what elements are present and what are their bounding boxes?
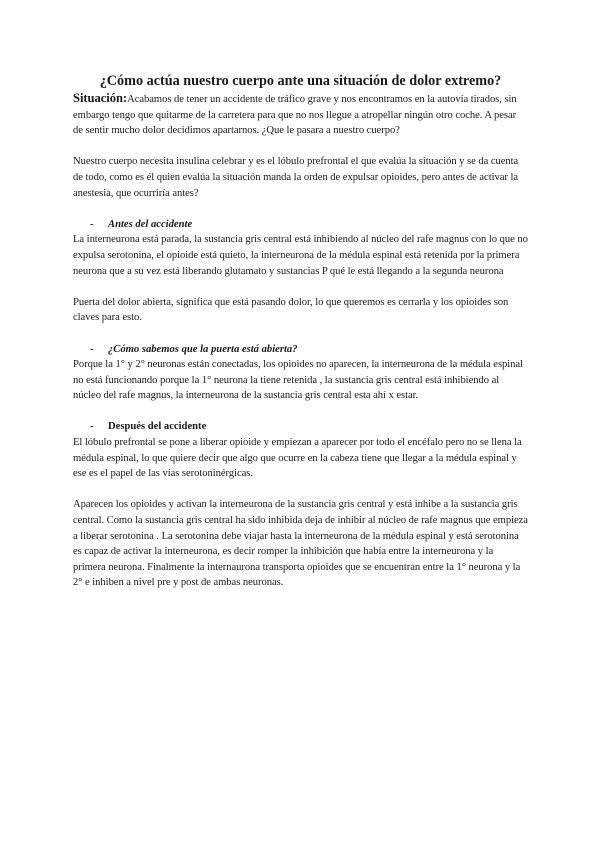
document-title: ¿Cómo actúa nuestro cuerpo ante una situación de dolor extremo? (99, 73, 502, 89)
situation-paragraph (73, 91, 528, 139)
section-heading-text: ¿Cómo sabemos que la puerta está abierta? (108, 343, 298, 355)
section-heading-text: Después del accidente (108, 421, 207, 433)
section-paragraph: La interneurona está parada, la sustancia gris central está inhibiendo al núcleo del rafe magnus con lo que no expulsa serotonina, el opioide está quieto, la interneurona de la médula espinal está retenida por la primera neurona que a su vez está liberando glutamato y sustancias P qué le está llegando a la segunda neurona (73, 234, 528, 277)
section-paragraph: Puerta del dolor abierta, significa que está pasando dolor, lo que queremos es cerrarla y los opioides son claves para esto. (73, 296, 509, 324)
bullet-dash: - (90, 421, 94, 433)
section-paragraph: Porque la 1° y 2° neuronas están conectadas, los opioides no aparecen, la interneurona de la médula espinal no está funcionando porque la 1° neurona la tiene retenida , la sustancia gris central está inhibiendo al núcleo del rafe magnus, la interneurona de la sustancia gris central esta ahí x estar. (73, 359, 523, 402)
section-heading-puerta (73, 342, 528, 358)
section-paragraph: Aparecen los opioides y activan la interneurona de la sustancia gris central y está inhibe a la sustancia gris central. Como la sustancia gris central ha sido inhibida deja de inhibir al núcleo de rafe magnus que empieza a liberar serotonina . La serotonina debe viajar hasta la interneurona de la médula espinal y está serotonina es capaz de activar la interneurona, es decir romper la inhibición que había entre la interneurona y la primera neurona. Finalmente la internaurona transporta opioides que se encuentran entre la 1° neurona y la 2° e inhiben a nivel pre y post de ambas neuronas. (73, 499, 528, 589)
section-heading-antes (73, 217, 528, 233)
section-heading-text: Antes del accidente (108, 218, 193, 230)
bullet-dash: - (90, 218, 94, 230)
bullet-dash: - (90, 343, 94, 355)
section-heading-despues (73, 419, 528, 435)
section-paragraph: El lóbulo prefrontal se pone a liberar opioide y empiezan a aparecer por todo el encéfalo pero no se llena la médula espinal, lo que quiere decir que algo que ocurre en la cabeza tiene que llegar a la médula espinal y ese es el papel de las vías serotoninérgicas. (73, 437, 522, 480)
intro-paragraph: Nuestro cuerpo necesita insulina celebrar y es el lóbulo prefrontal el que evalúa la situación y se da cuenta de todo, como es él quien evalúa la situación manda la orden de expulsar opioides, pero antes de activar la anestesia, que ocurriría antes? (73, 156, 519, 199)
situation-text: Acabamos de tener un accidente de tráfico grave y nos encontramos en la autovía tirados, sin embargo tengo que quitarme de la carretera para que no nos llegue a atropellar ningún otro coche. A pesar de sentir mucho dolor decidimos apartarnos. ¿Que le pasara a nuestro cuerpo? (73, 94, 517, 137)
situation-label: Situación: (73, 91, 128, 105)
